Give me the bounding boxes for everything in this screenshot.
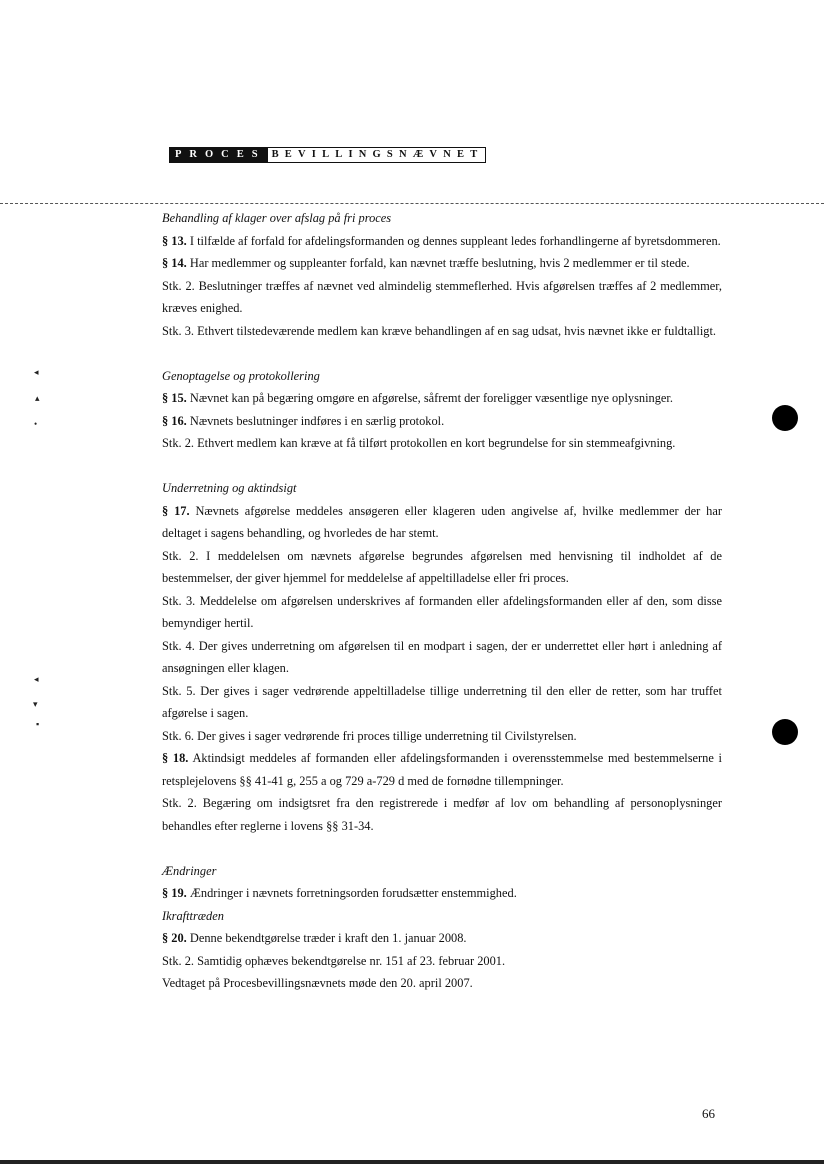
paragraph-text: Stk. 2. I meddelelsen om nævnets afgørelse begrundes afgørelsen med henvisning til indholdet af de bestemmelser, der giver hjemmel for meddelelse af appeltilladelse eller fri proces. <box>162 548 722 585</box>
document-body <box>162 207 722 995</box>
punch-hole <box>772 405 798 431</box>
paragraph <box>162 590 722 635</box>
paragraph <box>162 882 722 905</box>
paragraph-text: Stk. 4. Der gives underretning om afgørelsen til en modpart i sagen, der er underrettet eller hørt i anledning af ansøgningen eller klagen. <box>162 638 722 675</box>
paragraph <box>162 252 722 275</box>
scan-speck: ◂ <box>34 674 39 684</box>
header-rule <box>0 203 824 204</box>
paragraph-lead: § 16. <box>162 413 187 428</box>
paragraph <box>162 320 722 343</box>
paragraph <box>162 275 722 320</box>
paragraph-text: Ændringer i nævnets forretningsorden forudsætter enstemmighed. <box>186 886 517 900</box>
section-heading: Underretning og aktindsigt <box>162 481 297 495</box>
section-heading: Ændringer <box>162 863 217 878</box>
paragraph-lead: § 19. <box>162 886 187 900</box>
scan-speck: ▾ <box>33 699 38 709</box>
paragraph-lead: § 14. <box>162 256 187 270</box>
scan-speck: ▪ <box>36 719 40 729</box>
paragraph-lead: § 20. <box>162 931 187 945</box>
page-number: 66 <box>702 1106 715 1121</box>
section-heading: Genoptagelse og protokollering <box>162 368 320 383</box>
paragraph <box>162 545 722 590</box>
scan-speck: • <box>34 419 38 429</box>
paragraph-text: Stk. 2. Begæring om indsigtsret fra den registrerede i medfør af lov om behandling af personoplysninger behandles efter reglerne i lovens §§ 31-34. <box>162 796 722 833</box>
section-heading: Ikrafttræden <box>162 908 224 923</box>
logo-light-part: BEVILLINGSNÆVNET <box>268 147 487 163</box>
paragraph-lead: § 15. <box>162 391 187 405</box>
paragraph-text: I tilfælde af forfald for afdelingsformanden og dennes suppleant ledes forhandlingerne af byretsdommeren. <box>186 233 721 248</box>
paragraph <box>162 387 722 410</box>
logo <box>169 147 486 163</box>
paragraph <box>162 792 722 837</box>
section-heading: Behandling af klager over afslag på fri proces <box>162 211 392 225</box>
paragraph-text: Denne bekendtgørelse træder i kraft den 1. januar 2008. <box>186 931 467 945</box>
paragraph-text: Stk. 3. Ethvert tilstedeværende medlem kan kræve behandlingen af en sag udsat, hvis nævnet ikke er fuldtalligt. <box>162 323 717 338</box>
paragraph: Stk. 2. Samtidig ophæves bekendtgørelse nr. 151 af 23. februar 2001. <box>162 953 506 968</box>
scan-speck: ▴ <box>35 393 40 403</box>
paragraph <box>162 635 722 680</box>
paragraph-text: Har medlemmer og suppleanter forfald, kan nævnet træffe beslutning, hvis 2 medlemmer er til stede. <box>186 256 690 270</box>
scan-speck: ◂ <box>34 367 39 377</box>
paragraph-lead: § 18. <box>162 751 189 765</box>
paragraph <box>162 725 722 748</box>
paragraph <box>162 680 722 725</box>
paragraph-text: Stk. 2. Ethvert medlem kan kræve at få tilført protokollen en kort begrundelse for sin stemmeafgivning. <box>162 436 676 450</box>
paragraph-lead: § 13. <box>162 233 187 248</box>
paragraph <box>162 927 722 950</box>
paragraph <box>162 747 722 792</box>
adoption-note: Vedtaget på Procesbevillingsnævnets møde den 20. april 2007. <box>162 976 473 990</box>
paragraph-text: Nævnets afgørelse meddeles ansøgeren eller klageren uden angivelse af, hvilke medlemmer der har deltaget i sagens behandling, og hvorledes de har stemt. <box>162 503 722 540</box>
paragraph-text: Stk. 5. Der gives i sager vedrørende appeltilladelse tillige underretning til den eller de retter, som har truffet afgørelse i sagen. <box>162 683 722 720</box>
paragraph-text: Nævnets beslutninger indføres i en særlig protokol. <box>186 413 445 428</box>
scan-edge <box>0 1160 824 1164</box>
paragraph <box>162 230 722 253</box>
paragraph-text: Aktindsigt meddeles af formanden eller afdelingsformanden i overensstemmelse med bestemmelserne i retsplejelovens §§ 41-41 g, 255 a og 729 a-729 d med de fornødne tillempninger. <box>162 751 722 788</box>
paragraph-text: Nævnet kan på begæring omgøre en afgørelse, såfremt der foreligger væsentlige nye oplysninger. <box>186 391 673 405</box>
paragraph <box>162 500 722 545</box>
paragraph <box>162 432 722 455</box>
paragraph-text: Stk. 2. Beslutninger træffes af nævnet ved almindelig stemmeflerhed. Hvis afgørelsen træffes af 2 medlemmer, kræves enighed. <box>162 278 722 315</box>
paragraph-text: Stk. 6. Der gives i sager vedrørende fri proces tillige underretning til Civilstyrelsen. <box>162 728 577 743</box>
paragraph-lead: § 17. <box>162 503 190 518</box>
logo-dark-part: PROCES <box>169 147 268 163</box>
paragraph-text: Stk. 3. Meddelelse om afgørelsen underskrives af formanden eller afdelingsformanden eller af den, som disse bemyndiger hertil. <box>162 593 722 630</box>
paragraph <box>162 410 722 433</box>
punch-hole <box>772 719 798 745</box>
